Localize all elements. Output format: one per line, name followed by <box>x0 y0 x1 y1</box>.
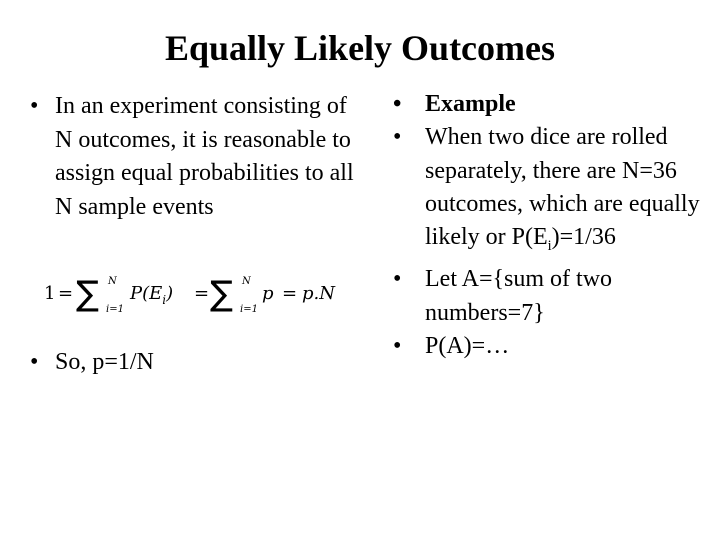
formula-eq-2: = <box>194 283 210 304</box>
summation-symbol-2: ∑ <box>210 274 233 314</box>
formula-term-1 <box>129 283 173 307</box>
sum-2-upper: N <box>242 276 251 287</box>
sum-2-lower: i=1 <box>240 304 258 315</box>
slide-title: Equally Likely Outcomes <box>164 28 556 68</box>
sum-1-upper: N <box>108 276 117 287</box>
summation-symbol-1: ∑ <box>76 274 99 314</box>
left-column <box>30 90 360 224</box>
probability-sum-formula <box>44 272 354 316</box>
formula-eq-1: = <box>58 283 74 304</box>
dice-tail: )=1/36 <box>551 224 616 251</box>
term1-sub: i <box>162 293 167 307</box>
dice-subscript: i <box>547 237 552 254</box>
formula-eq-3: = <box>282 283 298 304</box>
dice-text: When two dice are rolled separately, there are N=36 outcomes, which are equally likely or P(E <box>425 124 700 251</box>
formula-lhs: 1 <box>44 283 56 304</box>
right-bullet-example: • Example <box>393 88 713 121</box>
right-column <box>393 88 713 363</box>
right-bullet-pa: • P(A)=… <box>393 330 713 363</box>
formula-rhs: p.N <box>302 283 335 304</box>
left-bullet-so-container <box>30 346 360 380</box>
formula-term-2: p <box>262 283 274 304</box>
right-bullet-dice <box>393 121 713 263</box>
term1-main: P(E <box>130 283 163 304</box>
term1-close: ) <box>166 283 174 304</box>
right-bullet-event-a: • Let A={sum of two numbers=7} <box>393 263 713 330</box>
left-bullet-experiment: • In an experiment consisting of N outcomes, it is reasonable to assign equal probabilities to all N sample events <box>30 90 360 224</box>
sum-1-lower: i=1 <box>106 304 124 315</box>
left-bullet-so: • So, p=1/N <box>30 346 360 380</box>
